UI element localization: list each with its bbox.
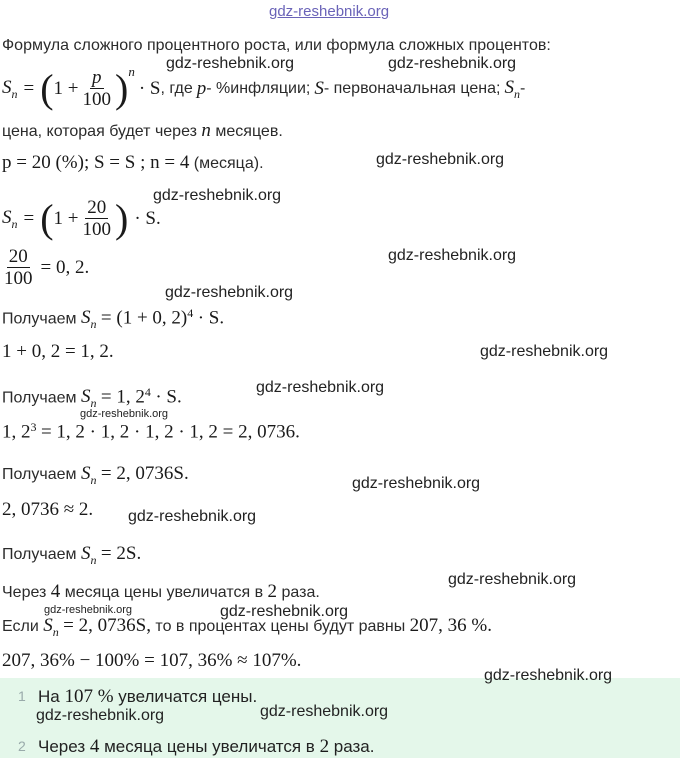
answer-1: На 107 % увеличатся цены. [38, 686, 258, 707]
watermark: gdz-reshebnik.org [220, 603, 349, 620]
intro-text: Формула сложного процентного роста, или формула сложных процентов: [2, 37, 551, 54]
initial-price-text: - первоначальная цена; [323, 80, 501, 97]
watermark: gdz-reshebnik.org [448, 571, 577, 588]
received-line-3: Получаем $S_n = 2$, 0736S. [2, 463, 189, 487]
inflation-text: инфляции; [230, 80, 311, 97]
sum-line: 1 + 0, 2 = 1, 2. [2, 341, 114, 362]
watermark: gdz-reshebnik.org [260, 703, 389, 720]
watermark: gdz-reshebnik.org [484, 667, 613, 684]
answer-number-2: 2 [18, 738, 26, 754]
watermark: gdz-reshebnik.org [256, 379, 385, 396]
power-line: 1, $2^3 = 1$, 2 · 1, 2 · 1, 2 · 1, 2 = 2, 0736. [2, 420, 300, 443]
s-var: S [314, 78, 324, 99]
watermark-small: gdz-reshebnik.org [80, 408, 169, 420]
substituted-formula: $S_n$ = ( 1 + $\frac{20}{100}$ ) · S. [2, 196, 161, 241]
line-months: цена, которая будет через n месяцев. [2, 120, 283, 141]
equals-sign: = [23, 78, 35, 99]
sn-symbol: $S_n$ [2, 76, 18, 101]
watermark-top: gdz-reshebnik.org [269, 3, 390, 20]
received-line-1: Получаем $S_n = (1 + 0$, 2)$^4$ · S. [2, 306, 225, 332]
watermark: gdz-reshebnik.org [480, 343, 609, 360]
watermark: gdz-reshebnik.org [153, 187, 282, 204]
power-n: n [128, 64, 135, 79]
conclusion-line: Через 4 месяца цены увеличатся в 2 раза. [2, 581, 320, 602]
percent-line: 207, 36% − 100% = 107, 36% ≈ 107%. [2, 650, 302, 671]
if-line: Если $S_n = 2$, 0736S, то в процентах цены будут равны 207, 36 %. [2, 615, 492, 639]
dash-text: - [519, 80, 526, 97]
approx-line: 2, 0736 ≈ 2. [2, 499, 94, 520]
where-text: , где [160, 80, 193, 97]
dot-s: · S [138, 78, 161, 99]
left-paren: ( [40, 66, 54, 111]
fraction-line: $\frac{20}{100}$ = 0, 2. [4, 245, 90, 289]
watermark: gdz-reshebnik.org [352, 475, 481, 492]
received-line-4: Получаем $S_n = 2S$. [2, 543, 142, 567]
watermark: gdz-reshebnik.org [36, 707, 165, 724]
watermark: gdz-reshebnik.org [165, 284, 294, 301]
watermark: gdz-reshebnik.org [388, 247, 517, 264]
watermark-small: gdz-reshebnik.org [44, 604, 133, 616]
answer-number-1: 1 [18, 688, 26, 704]
watermark: gdz-reshebnik.org [128, 508, 257, 525]
received-line-2: Получаем $S_n = 1$, $2^4 \cdot S$. [2, 385, 182, 411]
watermark: gdz-reshebnik.org [376, 151, 505, 168]
percent-text: - % [206, 80, 231, 97]
sn-var: $S_n$ [504, 76, 520, 101]
given-values: p = 20 (%); S = S ; n = 4 (месяца). [2, 152, 264, 173]
one-plus: 1 + [53, 78, 79, 99]
right-paren: ) [115, 66, 129, 111]
answer-2: Через 4 месяца цены увеличатся в 2 раза. [38, 736, 375, 757]
p-over-100: $\frac{p}{100}$ [82, 66, 112, 110]
watermark: gdz-reshebnik.org [166, 55, 295, 72]
p-var: p [196, 78, 207, 99]
watermark: gdz-reshebnik.org [388, 55, 517, 72]
